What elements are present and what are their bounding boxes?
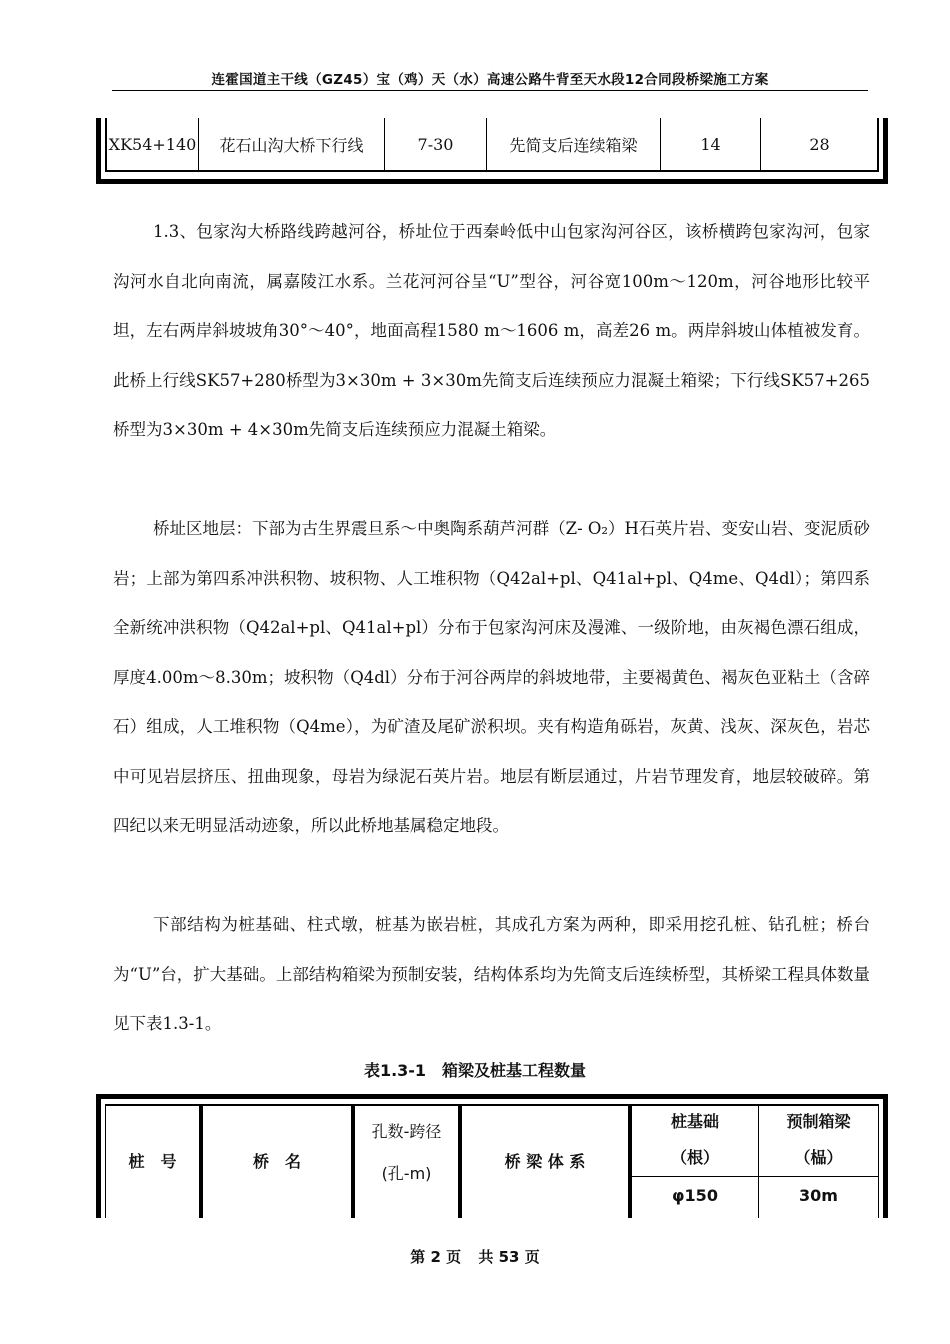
running-header: 连霍国道主干线（GZ45）宝（鸡）天（水）高速公路牛背至天水段12合同段桥梁施工方案 [211, 72, 769, 88]
cell-pile-count: 14 [661, 118, 761, 170]
paragraph-2-text: 桥址区地层：下部为古生界震旦系～中奥陶系葫芦河群（Z- O₂）H石英片岩、变安山岩、变泥质砂岩；上部为第四系冲洪积物、坡积物、人工堆积物（Q42al+pl、Q41al+pl、Q4me、Q4dl）；第四系全新统冲洪积物（Q42al+pl、Q41al+pl）分布于包家沟河床及漫滩、一级阶地，由灰褐色漂石组成，厚度4.00m～8.30m；坡积物（Q4dl）分布于河谷两岸的斜坡地带，主要褐黄色、褐灰色亚粘土（含碎石）组成，人工堆积物（Q4me），为矿渣及尾矿淤积坝。夹有构造角砾岩，灰黄、浅灰、深灰色，岩芯中可见岩层挤压、扭曲现象，母岩为绿泥石英片岩。地层有断层通过，片岩节理发育，地层较破碎。第四纪以来无明显活动迹象，所以此桥地基属稳定地段。 [113, 519, 870, 835]
paragraph-1 [113, 207, 870, 455]
header-span-line1: 孔数-跨径 [371, 1122, 442, 1141]
paragraph-3 [113, 900, 870, 1049]
cell-system: 先简支后连续箱梁 [487, 118, 661, 170]
page-footer [0, 1246, 950, 1267]
header-beam-line1: 预制箱梁 [786, 1112, 851, 1131]
header-bridge-name: 桥 名 [252, 1152, 301, 1171]
header-pile-line2: （根） [670, 1148, 719, 1167]
cell-span: 7-30 [385, 118, 487, 170]
page-number: 第 2 页 [410, 1248, 462, 1266]
header-pile-line1: 桩基础 [670, 1112, 719, 1131]
header-span-line2: (孔-m) [381, 1164, 432, 1183]
cell-station: XK54+140 [107, 118, 199, 170]
paragraph-1-text: 1.3、包家沟大桥路线跨越河谷，桥址位于西秦岭低中山包家沟河谷区，该桥横跨包家沟河，包家沟河水自北向南流，属嘉陵江水系。兰花河河谷呈“U”型谷，河谷宽100m～120m，河谷地形比较平坦，左右两岸斜坡坡角30°～40°，地面高程1580 m～1606 m，高差26 m。两岸斜坡山体植被发育。此桥上行线SK57+280桥型为3×30m + 3×30m先简支后连续预应力混凝土箱梁；下行线SK57+265桥型为3×30m + 4×30m先简支后连续预应力混凝土箱梁。 [113, 222, 870, 439]
cell-bridge-name: 花石山沟大桥下行线 [199, 118, 385, 170]
header-station: 桩 号 [128, 1152, 177, 1171]
header-rule [112, 90, 868, 91]
subheader-beam-span: 30m [799, 1186, 838, 1205]
header-system: 桥 梁 体 系 [504, 1152, 586, 1171]
quantity-table [96, 1094, 888, 1214]
page-total: 共 53 页 [478, 1248, 540, 1266]
paragraph-2 [113, 504, 870, 851]
header-beam-line2: （榀） [794, 1148, 843, 1167]
cell-beam-count: 28 [809, 134, 830, 154]
paragraph-3-text: 下部结构为桩基础、柱式墩，桩基为嵌岩桩，其成孔方案为两种，即采用挖孔桩、钻孔桩；桥台为“U”台，扩大基础。上部结构箱梁为预制安装，结构体系均为先简支后连续桥型，其桥梁工程具体数量见下表1.3-1。 [113, 915, 870, 1033]
top-table [96, 118, 888, 184]
table-caption: 表1.3-1 箱梁及桩基工程数量 [363, 1061, 587, 1080]
subheader-pile-diameter: φ150 [672, 1186, 718, 1205]
